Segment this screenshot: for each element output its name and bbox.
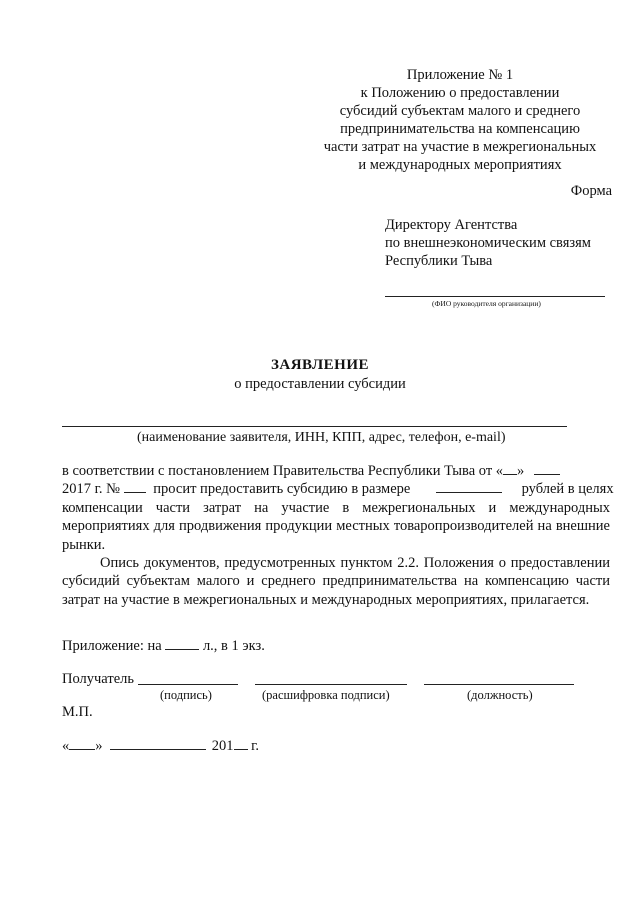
body-line-2: 2017 г. № просит предоставить субсидию в размере рублей в целях [62, 481, 614, 498]
applicant-caption: (наименование заявителя, ИНН, КПП, адрес, телефон, e-mail) [137, 430, 506, 445]
body-line-1: в соответствии с постановлением Правительства Республики Тыва от « » [62, 462, 610, 480]
signature-caption: (подпись) [160, 688, 212, 702]
annex-line: и международных мероприятиях [358, 157, 562, 173]
annex-line: к Положению о предоставлении [360, 85, 560, 101]
applicant-field-line[interactable] [62, 426, 567, 427]
annex-line: субсидий субъектам малого и среднего [339, 103, 581, 119]
decree-day-field[interactable] [503, 462, 517, 475]
date-line: « » 201 г. [62, 738, 260, 754]
date-month-field[interactable] [110, 737, 206, 750]
signature-decode-caption: (расшифровка подписи) [262, 688, 390, 702]
annex-header [300, 66, 620, 174]
date-year-field[interactable] [234, 737, 248, 750]
addressee-line: Республики Тыва [385, 253, 493, 269]
body-paragraph-2: Опись документов, предусмотренных пунктом 2.2. Положения о предоставлении субсидий субъектам малого и среднего предпринимательства на компенсацию части затрат на участие в межрегиональных и международных мероприятиях, прилагается. [62, 555, 610, 608]
fio-field-line[interactable] [385, 296, 605, 297]
addressee-block [385, 216, 591, 270]
signature-decode-field-line[interactable] [255, 684, 407, 685]
annex-line: части затрат на участие в межрегиональных [323, 139, 597, 155]
document-subtitle: о предоставлении субсидии [234, 376, 406, 392]
annex-line: предпринимательства на компенсацию [340, 121, 580, 137]
decree-month-field[interactable] [534, 462, 560, 475]
stamp-place-label: М.П. [62, 704, 93, 720]
document-title: ЗАЯВЛЕНИЕ [270, 357, 370, 373]
subsidy-amount-field[interactable] [436, 480, 502, 493]
form-label: Форма [570, 183, 612, 199]
position-caption: (должность) [467, 688, 533, 702]
fio-caption: (ФИО руководителя организации) [432, 299, 541, 308]
addressee-line: Директору Агентства [385, 217, 518, 233]
attachment-sheets-field[interactable] [165, 637, 199, 650]
body-continuation: компенсации части затрат на участие в межрегиональных и международных мероприятиях для продвижения продукции местных товаропроизводителей на внешние рынки. [62, 499, 610, 553]
attachment-line: Приложение: на л., в 1 экз. [62, 638, 265, 654]
addressee-line: по внешнеэкономическим связям [385, 235, 591, 251]
body-paragraph-1 [62, 462, 614, 609]
decree-number-field[interactable] [124, 480, 146, 493]
annex-line: Приложение № 1 [406, 67, 514, 83]
recipient-label: Получатель [62, 671, 134, 687]
signature-field-line[interactable] [138, 684, 238, 685]
position-field-line[interactable] [424, 684, 574, 685]
date-day-field[interactable] [69, 737, 95, 750]
